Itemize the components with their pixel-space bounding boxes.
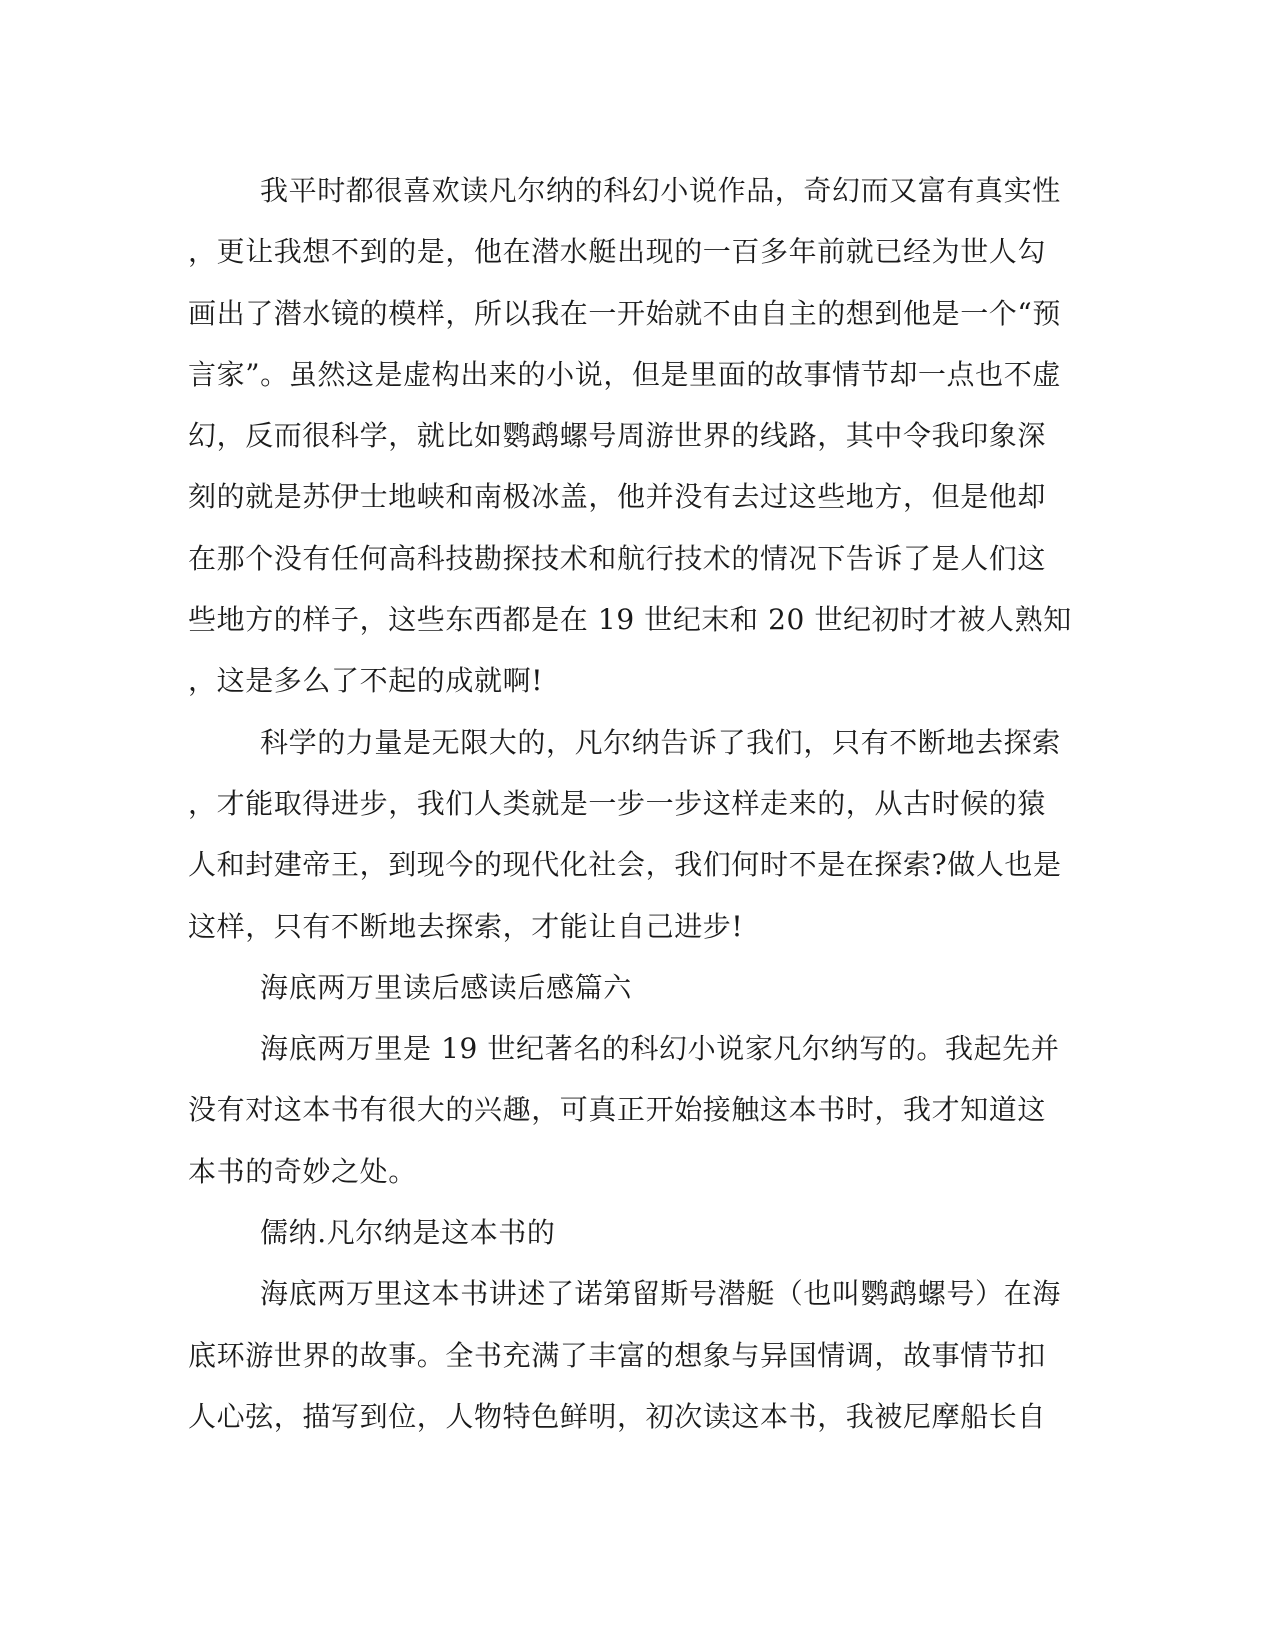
paragraph-line: ，才能取得进步，我们人类就是一步一步这样走来的，从古时候的猿 (188, 786, 1047, 820)
paragraph-line: 画出了潜水镜的模样，所以我在一开始就不由自主的想到他是一个“预 (188, 296, 1061, 330)
section-heading: 海底两万里读后感读后感篇六 (260, 970, 632, 1004)
paragraph-line: 底环游世界的故事。全书充满了丰富的想象与异国情调，故事情节扣 (188, 1338, 1047, 1372)
paragraph-line: 在那个没有任何高科技勘探技术和航行技术的情况下告诉了是人们这 (188, 541, 1047, 575)
paragraph-line: 言家”。虽然这是虚构出来的小说，但是里面的故事情节却一点也不虚 (188, 357, 1061, 391)
paragraph-line: ，这是多么了不起的成就啊! (188, 664, 544, 698)
body-text (188, 160, 1088, 1447)
paragraph-line: 人心弦，描写到位，人物特色鲜明，初次读这本书，我被尼摩船长自 (188, 1399, 1047, 1433)
paragraph-line: 人和封建帝王，到现今的现代化社会，我们何时不是在探索?做人也是 (188, 848, 1062, 882)
paragraph-line: 科学的力量是无限大的，凡尔纳告诉了我们，只有不断地去探索 (260, 725, 1061, 759)
paragraph-line: 些地方的样子，这些东西都是在 19 世纪末和 20 世纪初时才被人熟知 (188, 603, 1072, 637)
paragraph-line: ，更让我想不到的是，他在潜水艇出现的一百多年前就已经为世人勾 (188, 235, 1047, 269)
paragraph-line: 刻的就是苏伊士地峡和南极冰盖，他并没有去过这些地方，但是他却 (188, 480, 1047, 514)
paragraph-line: 海底两万里这本书讲述了诺第留斯号潜艇（也叫鹦鹉螺号）在海 (260, 1277, 1061, 1311)
paragraph-line: 儒纳.凡尔纳是这本书的 (260, 1216, 556, 1250)
paragraph-line: 幻，反而很科学，就比如鹦鹉螺号周游世界的线路，其中令我印象深 (188, 419, 1047, 453)
paragraph-line: 没有对这本书有很大的兴趣，可真正开始接触这本书时，我才知道这 (188, 1093, 1047, 1127)
paragraph-line: 本书的奇妙之处。 (188, 1154, 417, 1188)
paragraph-line: 这样，只有不断地去探索，才能让自己进步! (188, 909, 744, 943)
paragraph-line: 海底两万里是 19 世纪著名的科幻小说家凡尔纳写的。我起先并 (260, 1032, 1060, 1066)
paragraph-line: 我平时都很喜欢读凡尔纳的科幻小说作品，奇幻而又富有真实性 (260, 174, 1061, 207)
